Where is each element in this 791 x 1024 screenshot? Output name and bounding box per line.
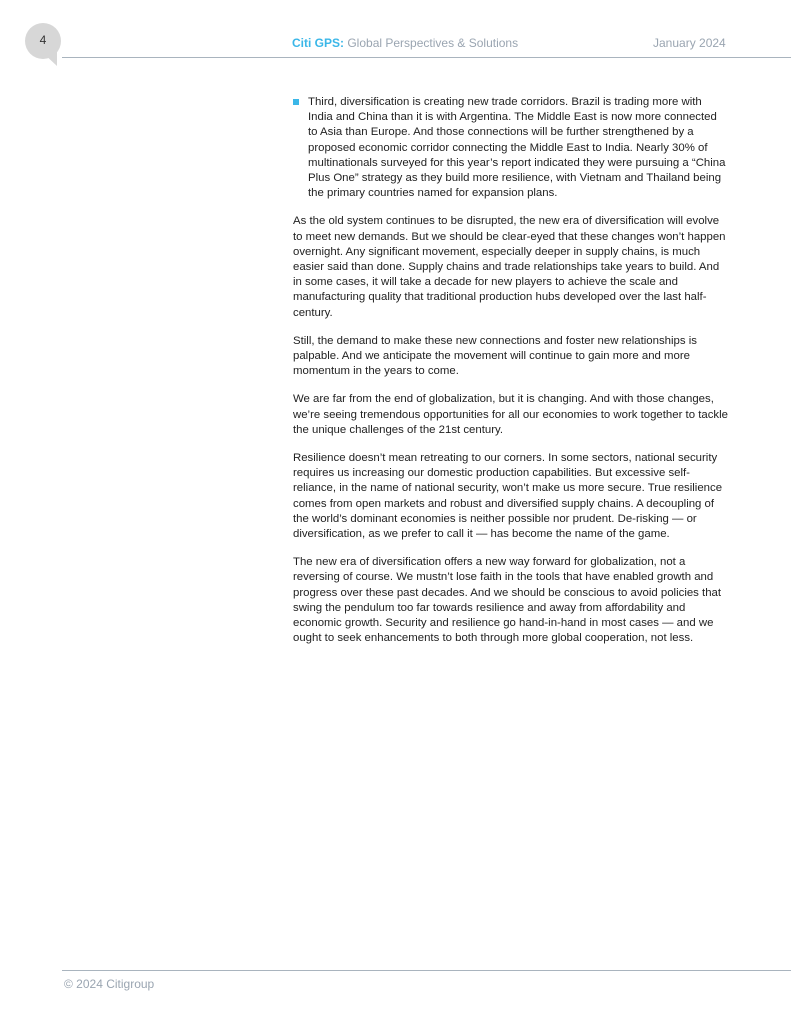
- body-paragraph: We are far from the end of globalization, but it is changing. And with those changes, we’re seeing tremendous opportunities for all our economies to work together to tackle the unique challenges of the 21st century.: [293, 393, 728, 436]
- header-brand-strong: Citi GPS:: [292, 36, 345, 50]
- article-body: [293, 95, 729, 660]
- bullet-square-icon: [293, 99, 299, 105]
- header-brand-rest: Global Perspectives & Solutions: [344, 36, 519, 50]
- footer-copyright: © 2024 Citigroup: [64, 977, 155, 991]
- page-number: 4: [39, 33, 47, 47]
- footer-rule: [62, 970, 791, 971]
- body-paragraph: The new era of diversification offers a new way forward for globalization, not a reversing of course. We mustn’t lose faith in the tools that have enabled growth and progress over these past decades. And we should be conscious to avoid policies that swing the pendulum too far towards resilience and away from affordability and economic growth. Security and resilience go hand-in-hand in most cases — and we ought to seek enhancements to both through more global cooperation, not less.: [293, 556, 722, 645]
- header-date: January 2024: [653, 36, 726, 50]
- header-brand: [292, 36, 518, 50]
- body-paragraph: As the old system continues to be disrupted, the new era of diversification will evolve to meet new demands. But we should be clear-eyed that these changes won’t happen overnight. Any significant movement, especially deeper in supply chains, is much easier said than done. Supply chains and trade relationships take years to build. And in some cases, it will take a decade for new players to achieve the scale and manufacturing quality that traditional production hubs developed over the last half-century.: [293, 215, 726, 319]
- bullet-item: [293, 95, 729, 201]
- page-number-badge-tail: [42, 52, 57, 66]
- bullet-text: Third, diversification is creating new trade corridors. Brazil is trading more with India and China than it is with Argentina. The Middle East is now more connected to Asia than Europe. And those connections will be further strengthened by a proposed economic corridor connecting the Middle East to India. Nearly 30% of multinationals surveyed for this year’s report indicated they were pursuing a “China Plus One” strategy as they build more resilience, with Vietnam and Thailand being the primary countries named for expansion plans.: [308, 96, 726, 200]
- body-paragraph: Resilience doesn’t mean retreating to our corners. In some sectors, national security requires us increasing our domestic production capabilities. But excessive self-reliance, in the name of national security, won’t make us more secure. True resilience comes from open markets and robust and diversified supply chains. A decoupling of the world’s dominant economies is neither possible nor prudent. De-risking — or diversification, as we prefer to call it — has become the name of the game.: [293, 452, 723, 541]
- body-paragraph: Still, the demand to make these new connections and foster new relationships is palpable. And we anticipate the movement will continue to gain more and more momentum in the years to come.: [293, 334, 697, 378]
- header-rule: [62, 57, 791, 58]
